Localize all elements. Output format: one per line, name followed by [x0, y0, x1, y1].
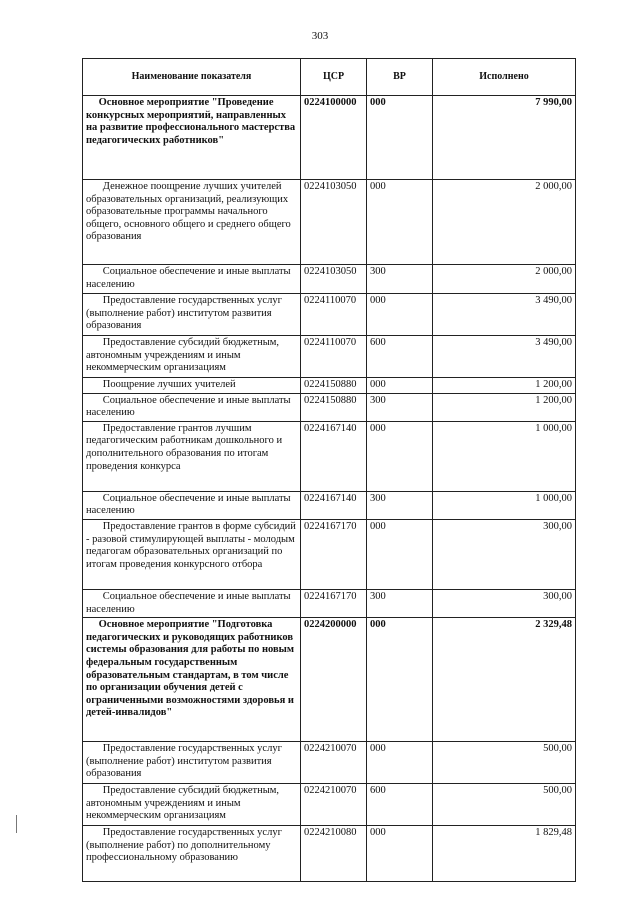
- table-row: [83, 784, 576, 826]
- row-vr: 000: [367, 294, 433, 336]
- table-row: [83, 336, 576, 378]
- row-csr: 0224210070: [301, 784, 367, 826]
- row-csr: 0224110070: [301, 336, 367, 378]
- table-row: [83, 393, 576, 421]
- row-amount: 300,00: [433, 589, 576, 617]
- header-name: Наименование показателя: [83, 59, 301, 96]
- table-row: [83, 618, 576, 742]
- table-row: [83, 265, 576, 294]
- table-header-row: [83, 59, 576, 96]
- margin-mark: [16, 815, 17, 833]
- row-csr: 0224167140: [301, 491, 367, 519]
- header-vr: ВР: [367, 59, 433, 96]
- row-csr: 0224100000: [301, 96, 367, 180]
- table-row: [83, 491, 576, 519]
- row-name: Предоставление субсидий бюджетным, автономным учреждениям и иным некоммерческим организациям: [83, 784, 301, 826]
- row-amount: 2 000,00: [433, 180, 576, 265]
- row-amount: 500,00: [433, 742, 576, 784]
- table-row: [83, 378, 576, 394]
- table-row: [83, 826, 576, 882]
- row-amount: 7 990,00: [433, 96, 576, 180]
- row-vr: 000: [367, 519, 433, 589]
- row-vr: 600: [367, 336, 433, 378]
- row-vr: 600: [367, 784, 433, 826]
- table-row: [83, 96, 576, 180]
- row-vr: 300: [367, 265, 433, 294]
- row-name: Социальное обеспечение и иные выплаты населению: [83, 393, 301, 421]
- row-name: Основное мероприятие "Подготовка педагогических и руководящих работников системы образования для работы по новым федеральным государственным образовательным стандартам, в том числе по организации обучения детей с ограниченными возможностями здоровья и детей-инвалидов": [83, 618, 301, 742]
- table-row: [83, 294, 576, 336]
- row-amount: 1 200,00: [433, 393, 576, 421]
- row-csr: 0224110070: [301, 294, 367, 336]
- row-name: Предоставление грантов в форме субсидий - разовой стимулирующей выплаты - молодым педагогам образовательных организаций по итогам проведения конкурсного отбора: [83, 519, 301, 589]
- table-row: [83, 589, 576, 617]
- row-name: Социальное обеспечение и иные выплаты населению: [83, 491, 301, 519]
- row-csr: 0224200000: [301, 618, 367, 742]
- table-row: [83, 180, 576, 265]
- row-vr: 000: [367, 826, 433, 882]
- row-csr: 0224167170: [301, 589, 367, 617]
- row-vr: 000: [367, 180, 433, 265]
- row-vr: 300: [367, 491, 433, 519]
- row-vr: 000: [367, 742, 433, 784]
- row-amount: 300,00: [433, 519, 576, 589]
- row-vr: 000: [367, 96, 433, 180]
- row-csr: 0224150880: [301, 393, 367, 421]
- row-amount: 3 490,00: [433, 294, 576, 336]
- header-csr: ЦСР: [301, 59, 367, 96]
- row-csr: 0224210070: [301, 742, 367, 784]
- row-vr: 000: [367, 618, 433, 742]
- row-name: Социальное обеспечение и иные выплаты населению: [83, 265, 301, 294]
- row-name: Поощрение лучших учителей: [83, 378, 301, 394]
- table-row: [83, 421, 576, 491]
- row-csr: 0224150880: [301, 378, 367, 394]
- row-vr: 300: [367, 589, 433, 617]
- row-vr: 000: [367, 421, 433, 491]
- row-amount: 3 490,00: [433, 336, 576, 378]
- row-name: Предоставление грантов лучшим педагогическим работникам дошкольного и дополнительного образования по итогам проведения конкурса: [83, 421, 301, 491]
- table-row: [83, 519, 576, 589]
- row-csr: 0224167170: [301, 519, 367, 589]
- page-number: 303: [311, 30, 329, 42]
- row-amount: 1 000,00: [433, 491, 576, 519]
- row-name: Денежное поощрение лучших учителей образовательных организаций, реализующих образовательные программы начального общего, основного общего и среднего общего образования: [83, 180, 301, 265]
- row-amount: 1 000,00: [433, 421, 576, 491]
- row-csr: 0224103050: [301, 265, 367, 294]
- row-amount: 1 200,00: [433, 378, 576, 394]
- row-name: Предоставление государственных услуг (выполнение работ) институтом развития образования: [83, 294, 301, 336]
- row-name: Предоставление государственных услуг (выполнение работ) по дополнительному профессиональному образованию: [83, 826, 301, 882]
- row-vr: 300: [367, 393, 433, 421]
- row-name: Предоставление субсидий бюджетным, автономным учреждениям и иным некоммерческим организациям: [83, 336, 301, 378]
- row-name: Предоставление государственных услуг (выполнение работ) институтом развития образования: [83, 742, 301, 784]
- row-vr: 000: [367, 378, 433, 394]
- row-amount: 2 329,48: [433, 618, 576, 742]
- row-amount: 500,00: [433, 784, 576, 826]
- header-executed: Исполнено: [433, 59, 576, 96]
- row-csr: 0224103050: [301, 180, 367, 265]
- row-name: Социальное обеспечение и иные выплаты населению: [83, 589, 301, 617]
- row-amount: 1 829,48: [433, 826, 576, 882]
- row-name: Основное мероприятие "Проведение конкурсных мероприятий, направленных на развитие профессионального мастерства педагогических работников": [83, 96, 301, 180]
- row-amount: 2 000,00: [433, 265, 576, 294]
- row-csr: 0224210080: [301, 826, 367, 882]
- table-row: [83, 742, 576, 784]
- budget-execution-table: [82, 58, 576, 882]
- row-csr: 0224167140: [301, 421, 367, 491]
